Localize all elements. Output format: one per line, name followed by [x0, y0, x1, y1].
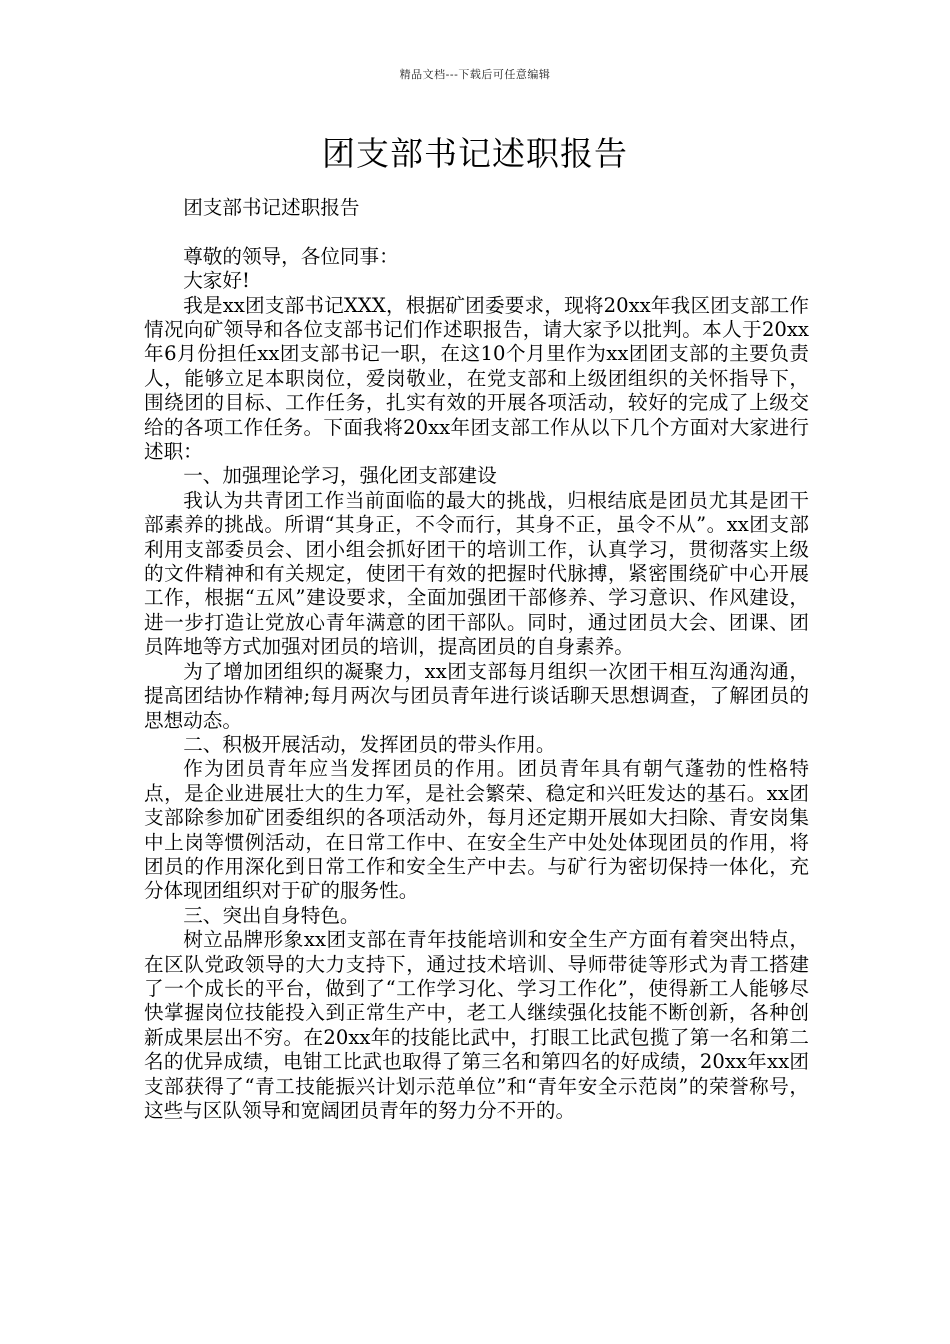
- document-title: 团支部书记述职报告: [322, 134, 628, 173]
- section-heading-1: 一、加强理论学习，强化团支部建设: [183, 464, 497, 488]
- section-2-paragraph: 作为团员青年应当发挥团员的作用。团员青年具有朝气蓬勃的性格特点，是企业进展壮大的生力军，是社会繁荣、稳定和兴旺发达的基石。xx团支部除参加矿团委组织的各项活动外，每月还定期开展如大扫除、青安岗集中上岗等惯例活动，在日常工作中、在安全生产中处处体现团员的作用，将团员的作用深化到日常工作和安全生产中去。与矿行为密切保持一体化，充分体现团组织对于矿的服务性。: [144, 757, 809, 903]
- salutation: 尊敬的领导，各位同事：: [183, 244, 399, 268]
- document-body: [144, 196, 809, 1123]
- section-3-paragraph: 树立品牌形象xx团支部在青年技能培训和安全生产方面有着突出特点，在区队党政领导的大力支持下，通过技术培训、导师带徒等形式为青工搭建了一个成长的平台，做到了“工作学习化、学习工作化”，使得新工人能够尽快掌握岗位技能投入到正常生产中，老工人继续强化技能不断创新，各种创新成果层出不穷。在20xx年的技能比武中，打眼工比武包揽了第一名和第二名的优异成绩，电钳工比武也取得了第三名和第四名的好成绩，20xx年xx团支部获得了“青工技能振兴计划示范单位”和“青年安全示范岗”的荣誉称号，这些与区队领导和宽阔团员青年的努力分不开的。: [144, 928, 809, 1123]
- intro-paragraph: 我是xx团支部书记XXX，根据矿团委要求，现将20xx年我区团支部工作情况向矿领导和各位支部书记们作述职报告，请大家予以批判。本人于20xx年6月份担任xx团支部书记一职，在这10个月里作为xx团团支部的主要负责人，能够立足本职岗位，爱岗敬业，在党支部和上级团组织的关怀指导下，围绕团的目标、工作任务，扎实有效的开展各项活动，较好的完成了上级交给的各项工作任务。下面我将20xx年团支部工作从以下几个方面对大家进行述职：: [144, 293, 809, 464]
- section-heading-3: 三、突出自身特色。: [183, 903, 360, 927]
- section-heading-2: 二、积极开展活动，发挥团员的带头作用。: [183, 732, 556, 756]
- header-note: 精品文档---下载后可任意编辑: [399, 68, 551, 81]
- section-1-paragraph-2: 为了增加团组织的凝聚力，xx团支部每月组织一次团干相互沟通沟通，提高团结协作精神;每月两次与团员青年进行谈话聊天思想调查，了解团员的思想动态。: [144, 659, 809, 732]
- greeting: 大家好!: [183, 269, 250, 293]
- document-subtitle: 团支部书记述职报告: [183, 196, 360, 219]
- section-1-paragraph-1: 我认为共青团工作当前面临的最大的挑战，归根结底是团员尤其是团干部素养的挑战。所谓“其身正，不令而行，其身不正，虽令不从”。xx团支部利用支部委员会、团小组会抓好团干的培训工作，认真学习，贯彻落实上级的文件精神和有关规定，使团干有效的把握时代脉搏，紧密围绕矿中心开展工作，根据“五风”建设要求，全面加强团干部修养、学习意识、作风建设，进一步打造让党放心青年满意的团干部队。同时，通过团员大会、团课、团员阵地等方式加强对团员的培训，提高团员的自身素养。: [144, 488, 809, 659]
